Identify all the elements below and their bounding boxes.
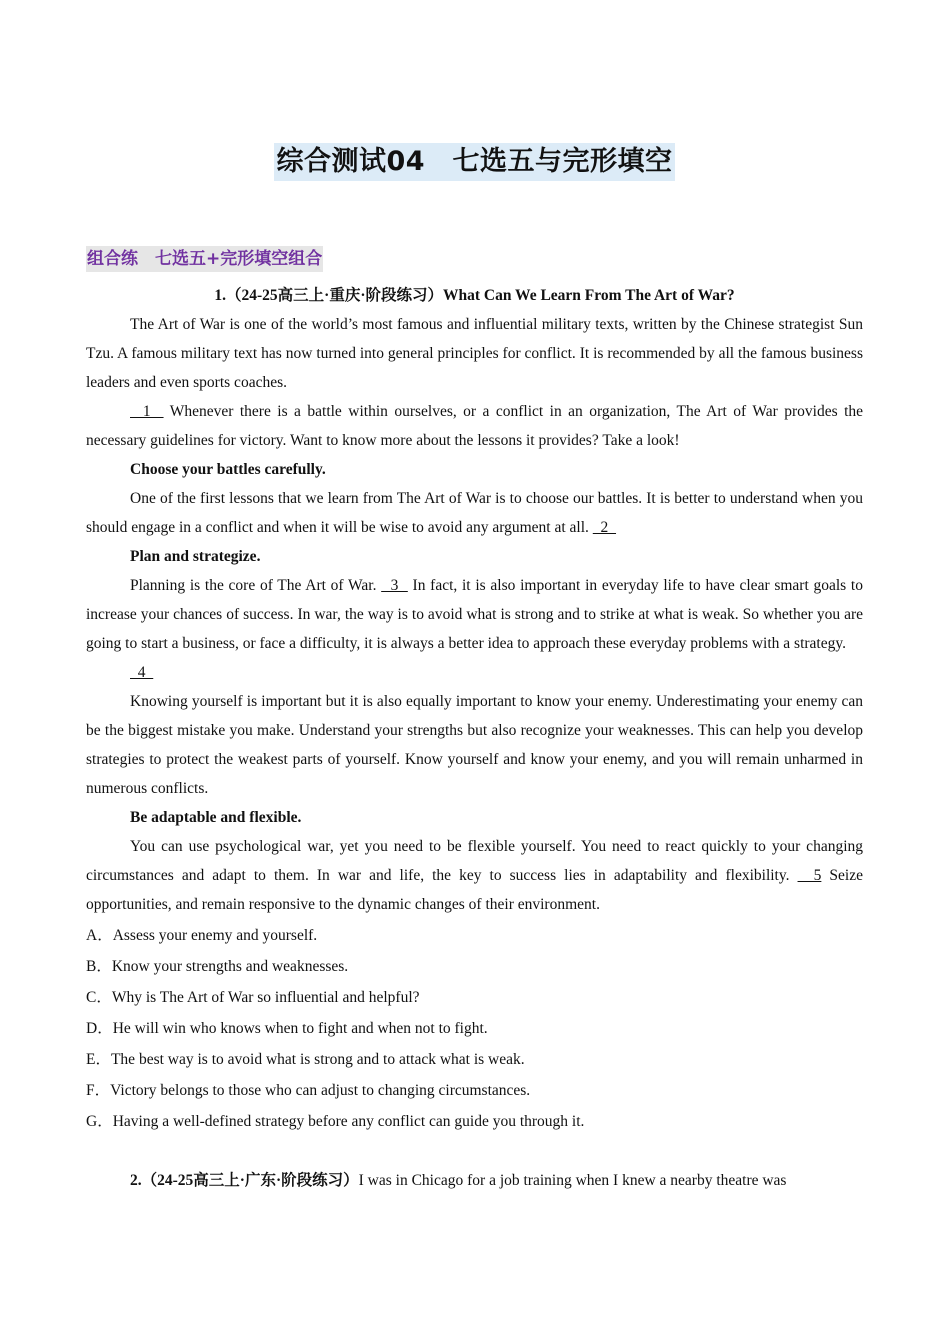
document-title <box>86 143 863 181</box>
blank-1[interactable]: 1 <box>130 403 164 420</box>
question-2-text: I was in Chicago for a job training when I knew a nearby theatre was <box>358 1172 787 1189</box>
paragraph-6-text: You can use psychological war, yet you need to be flexible yourself. You need to react quickly to your changing circumstances and adapt to them. In war and life, the key to success lies in adaptability and flexibility. <box>86 838 863 884</box>
document-title-text: 综合测试04 七选五与完形填空 <box>274 143 674 181</box>
question-1-header: 1.（24-25高三上·重庆·阶段练习）What Can We Learn From The Art of War? <box>214 287 735 304</box>
section-heading <box>86 246 323 272</box>
passage-paragraph-4 <box>86 571 863 658</box>
option-c[interactable]: C．Why is The Art of War so influential and helpful? <box>86 989 420 1006</box>
blank-4-line <box>86 658 863 687</box>
blank-4[interactable]: 4 <box>130 664 154 681</box>
paragraph-4-text-b: In fact, it is also important in everyday life to have clear smart goals to increase your chances of success. In war, the way is to avoid what is strong and to strike at what is weak. So whether you are going to start a business, or face a difficulty, it is always a better idea to approach these everyday problems with a strategy. <box>86 577 863 652</box>
passage-paragraph-5: Knowing yourself is important but it is also equally important to know your enemy. Underestimating your enemy can be the biggest mistake you make. Understand your strengths but also recognize your weaknesses. This can help you develop strategies to protect the weakest parts of yourself. Know yourself and know your enemy, and you will remain unharmed in numerous conflicts. <box>86 693 863 797</box>
paragraph-6-text-b: Seize opportunities, and remain responsive to the dynamic changes of their environment. <box>86 867 863 913</box>
paragraph-3-text: One of the first lessons that we learn from The Art of War is to choose our battles. It is better to understand when you should engage in a conflict and when it will be wise to avoid any argument at all. <box>86 490 863 536</box>
question-2-header: 2.（24-25高三上·广东·阶段练习） <box>130 1172 359 1189</box>
subheading-adaptable-flexible: Be adaptable and flexible. <box>130 809 302 826</box>
option-f[interactable]: F．Victory belongs to those who can adjust to changing circumstances. <box>86 1082 531 1099</box>
blank-2[interactable]: 2 <box>592 519 617 536</box>
passage-paragraph-6 <box>86 832 863 919</box>
blank-5[interactable]: 5 <box>797 867 822 884</box>
option-d[interactable]: D．He will win who knows when to fight and when not to fight. <box>86 1020 488 1037</box>
option-a[interactable]: A．Assess your enemy and yourself. <box>86 927 318 944</box>
subheading-plan-strategize: Plan and strategize. <box>130 548 261 565</box>
blank-3[interactable]: 3 <box>381 577 408 594</box>
answer-options <box>86 920 863 1137</box>
question-content <box>86 281 863 1211</box>
passage-paragraph-3 <box>86 484 863 542</box>
question-2 <box>86 1166 863 1195</box>
section-heading-text: 组合练 七选五+完形填空组合 <box>86 246 323 272</box>
option-e[interactable]: E．The best way is to avoid what is strong and to attack what is weak. <box>86 1051 525 1068</box>
paragraph-4-text-a: Planning is the core of The Art of War. <box>130 577 382 594</box>
subheading-choose-battles: Choose your battles carefully. <box>130 461 326 478</box>
option-g[interactable]: G．Having a well-defined strategy before any conflict can guide you through it. <box>86 1113 585 1130</box>
option-b[interactable]: B．Know your strengths and weaknesses. <box>86 958 349 975</box>
paragraph-2-text: Whenever there is a battle within ourselves, or a conflict in an organization, The Art of War provides the necessary guidelines for victory. Want to know more about the lessons it provides? Take a look! <box>86 403 864 449</box>
passage-paragraph-2 <box>86 397 863 455</box>
passage-paragraph-1: The Art of War is one of the world’s most famous and influential military texts, written by the Chinese strategist Sun Tzu. A famous military text has now turned into general principles for conflict. It is recommended by all the famous business leaders and even sports coaches. <box>86 316 863 391</box>
